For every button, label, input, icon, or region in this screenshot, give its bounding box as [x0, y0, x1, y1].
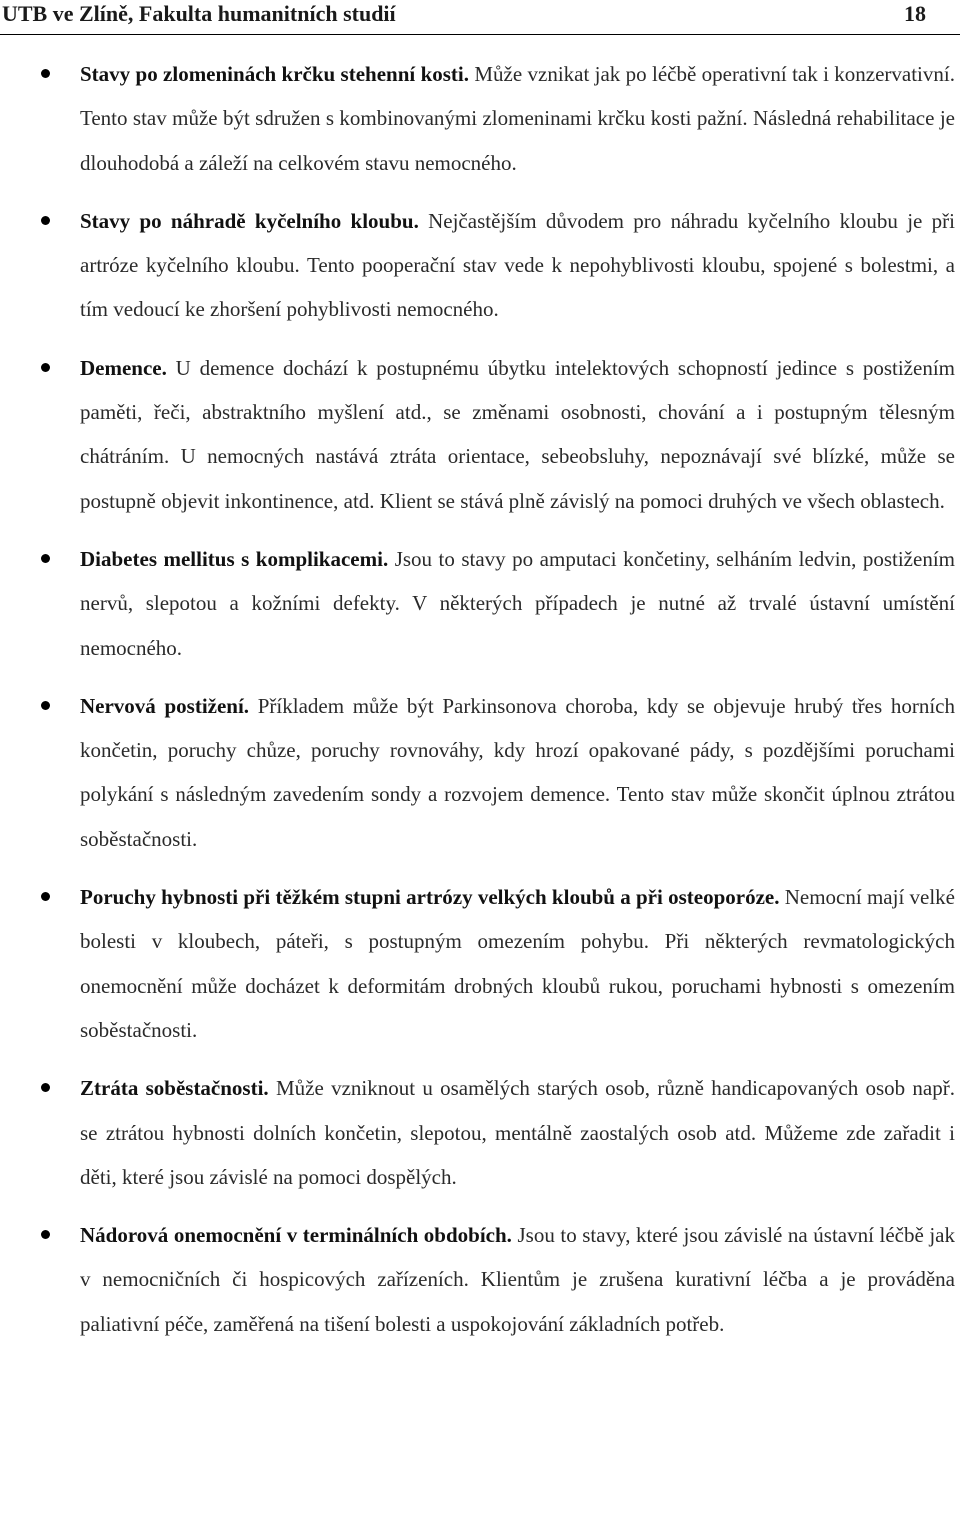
item-heading: Poruchy hybnosti při těžkém stupni artrózy velkých kloubů a při osteoporóze. — [80, 885, 785, 910]
list-item — [0, 875, 960, 1052]
item-heading: Demence. — [80, 355, 176, 380]
page-number: 18 — [904, 1, 926, 26]
item-heading: Stavy po náhradě kyčelního kloubu. — [80, 208, 429, 233]
page-header — [0, 0, 960, 35]
list-item — [0, 684, 960, 861]
item-heading: Diabetes mellitus s komplikacemi. — [80, 546, 395, 571]
list-item — [0, 1213, 960, 1346]
list-item — [0, 1066, 960, 1199]
bullet-icon — [41, 701, 50, 710]
list-item — [0, 52, 960, 185]
item-text: Může vznikat jak po léčbě operativní tak i konzervativní. Tento stav může být sdružen s kombinovanými zlomeninami krčku kosti pažní. Následná rehabilitace je dlouhodobá a záleží na celkovém stavu nemocného. — [80, 62, 955, 175]
list-item — [0, 346, 960, 523]
item-text: Nemocní mají velké bolesti v kloubech, páteři, s postupným omezením pohybu. Při některých revmatologických onemocnění může docházet k deformitám drobných kloubů rukou, poruchami hybnosti s omezením soběstačnosti. — [80, 885, 956, 1042]
item-text: Jsou to stavy, které jsou závislé na ústavní léčbě jak v nemocničních či hospicových zařízeních. Klientům je zrušena kurativní léčba a je prováděna paliativní péče, zaměřená na tišení bolesti a uspokojování základních potřeb. — [80, 1223, 955, 1336]
bullet-icon — [41, 1230, 50, 1239]
item-text: Nejčastějším důvodem pro náhradu kyčelního kloubu je při artróze kyčelního kloubu. Tento pooperační stav vede k nepohyblivosti kloubu, spojené s bolestmi, a tím vedoucí ke zhoršení pohyblivosti nemocného. — [80, 208, 955, 322]
list-item — [0, 537, 960, 670]
item-text: U demence dochází k postupnému úbytku intelektových schopností jedince s postižením paměti, řeči, abstraktního myšlení atd., se změnami osobnosti, chování a i postupným tělesným chátráním. U nemocných nastává ztráta orientace, sebeobsluhy, nepoznávají své blízké, může se postupně objevit inkontinence, atd. Klient se stává plně závislý na pomoci druhých ve všech oblastech. — [80, 355, 955, 513]
item-text: Může vzniknout u osamělých starých osob, různě handicapovaných osob např. se ztrátou hybnosti dolních končetin, slepotou, mentálně zaostalých osob atd. Můžeme zde zařadit i děti, které jsou závislé na pomoci dospělých. — [80, 1076, 955, 1189]
item-text: Příkladem může být Parkinsonova choroba, kdy se objevuje hrubý třes horních končetin, poruchy chůze, poruchy rovnováhy, kdy hrozí opakované pády, s pozdějšími poruchami polykání s následným zavedením sondy a rozvojem demence. Tento stav může skončit úplnou ztrátou soběstačnosti. — [80, 693, 955, 851]
bullet-icon — [41, 892, 50, 901]
bullet-icon — [41, 363, 50, 372]
item-heading: Nádorová onemocnění v terminálních obdobích. — [80, 1223, 518, 1248]
item-heading: Ztráta soběstačnosti. — [80, 1076, 276, 1101]
bullet-list — [0, 52, 960, 1360]
bullet-icon — [41, 554, 50, 563]
item-heading: Nervová postižení. — [80, 693, 258, 718]
item-heading: Stavy po zlomeninách krčku stehenní kosti. — [80, 62, 475, 86]
bullet-icon — [41, 216, 50, 225]
header-title: UTB ve Zlíně, Fakulta humanitních studií — [2, 1, 396, 26]
item-text: Jsou to stavy po amputaci končetiny, selháním ledvin, postižením nervů, slepotou a kožními defekty. V některých případech je nutné až trvalé ústavní umístění nemocného. — [80, 546, 955, 660]
bullet-icon — [41, 1083, 50, 1092]
bullet-icon — [41, 69, 50, 78]
list-item — [0, 199, 960, 332]
